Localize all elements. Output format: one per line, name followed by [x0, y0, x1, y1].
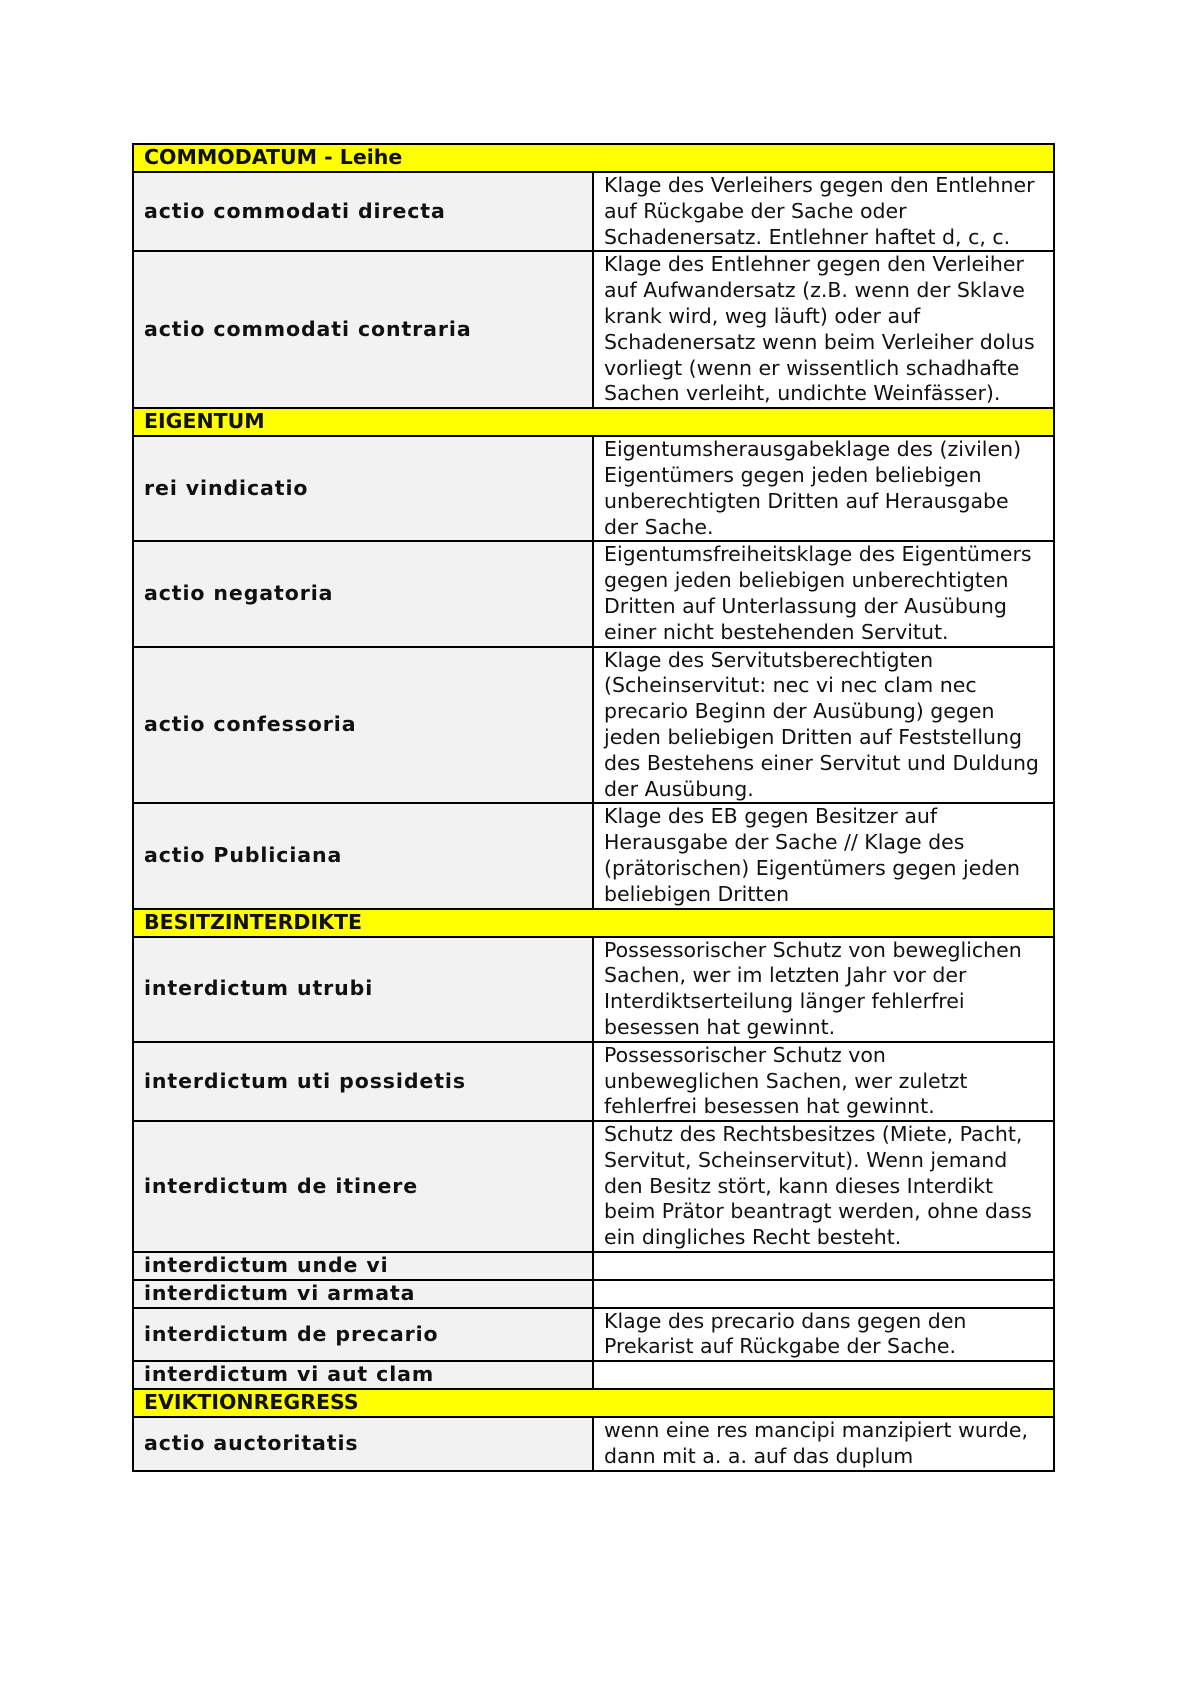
section-title-eviktionregress: EVIKTIONREGRESS: [133, 1389, 1054, 1417]
term-cell: actio commodati directa: [133, 172, 593, 251]
description-cell: Klage des Servitutsberechtigten (Scheinservitut: nec vi nec clam nec precario Beginn der Ausübung) gegen jeden beliebigen Dritten auf Feststellung des Bestehens einer Servitut und Duldung der Ausübung.: [593, 647, 1054, 804]
section-header-row: [133, 909, 1054, 937]
table-row: [133, 1252, 1054, 1280]
table-row: [133, 436, 1054, 541]
section-header-row: [133, 408, 1054, 436]
section-title-besitzinterdikte: BESITZINTERDIKTE: [133, 909, 1054, 937]
description-cell: Klage des precario dans gegen den Prekarist auf Rückgabe der Sache.: [593, 1308, 1054, 1362]
table-row: [133, 1280, 1054, 1308]
law-actions-table: [132, 143, 1055, 1472]
description-cell: [593, 1252, 1054, 1280]
table-row: [133, 1417, 1054, 1471]
description-cell: wenn eine res mancipi manzipiert wurde, dann mit a. a. auf das duplum: [593, 1417, 1054, 1471]
section-header-row: [133, 1389, 1054, 1417]
table-row: [133, 937, 1054, 1042]
description-cell: Eigentumsherausgabeklage des (zivilen) Eigentümers gegen jeden beliebigen unberechtigten Dritten auf Herausgabe der Sache.: [593, 436, 1054, 541]
term-cell: rei vindicatio: [133, 436, 593, 541]
term-cell: interdictum vi armata: [133, 1280, 593, 1308]
description-cell: Eigentumsfreiheitsklage des Eigentümers gegen jeden beliebigen unberechtigten Dritten auf Unterlassung der Ausübung einer nicht bestehenden Servitut.: [593, 541, 1054, 646]
section-header-row: [133, 144, 1054, 172]
term-cell: interdictum uti possidetis: [133, 1042, 593, 1121]
term-cell: interdictum vi aut clam: [133, 1361, 593, 1389]
term-cell: actio confessoria: [133, 647, 593, 804]
description-cell: Schutz des Rechtsbesitzes (Miete, Pacht, Servitut, Scheinservitut). Wenn jemand den Besitz stört, kann dieses Interdikt beim Prätor beantragt werden, ohne dass ein dingliches Recht besteht.: [593, 1121, 1054, 1252]
table-row: [133, 172, 1054, 251]
section-title-commodatum: COMMODATUM - Leihe: [133, 144, 1054, 172]
description-cell: [593, 1280, 1054, 1308]
description-cell: Klage des Entlehner gegen den Verleiher auf Aufwandersatz (z.B. wenn der Sklave krank wird, weg läuft) oder auf Schadenersatz wenn beim Verleiher dolus vorliegt (wenn er wissentlich schadhafte Sachen verleiht, undichte Weinfässer).: [593, 251, 1054, 408]
table-row: [133, 1308, 1054, 1362]
section-title-eigentum: EIGENTUM: [133, 408, 1054, 436]
table-row: [133, 1042, 1054, 1121]
table-row: [133, 1361, 1054, 1389]
table-row: [133, 803, 1054, 908]
term-cell: interdictum de precario: [133, 1308, 593, 1362]
term-cell: interdictum unde vi: [133, 1252, 593, 1280]
term-cell: actio commodati contraria: [133, 251, 593, 408]
description-cell: Klage des EB gegen Besitzer auf Herausgabe der Sache // Klage des (prätorischen) Eigentümers gegen jeden beliebigen Dritten: [593, 803, 1054, 908]
term-cell: actio auctoritatis: [133, 1417, 593, 1471]
table-row: [133, 647, 1054, 804]
term-cell: interdictum utrubi: [133, 937, 593, 1042]
term-cell: actio negatoria: [133, 541, 593, 646]
term-cell: interdictum de itinere: [133, 1121, 593, 1252]
table-row: [133, 541, 1054, 646]
description-cell: Possessorischer Schutz von unbeweglichen Sachen, wer zuletzt fehlerfrei besessen hat gewinnt.: [593, 1042, 1054, 1121]
term-cell: actio Publiciana: [133, 803, 593, 908]
table-row: [133, 251, 1054, 408]
description-cell: [593, 1361, 1054, 1389]
table-row: [133, 1121, 1054, 1252]
description-cell: Klage des Verleihers gegen den Entlehner auf Rückgabe der Sache oder Schadenersatz. Entlehner haftet d, c, c.: [593, 172, 1054, 251]
description-cell: Possessorischer Schutz von beweglichen Sachen, wer im letzten Jahr vor der Interdiktserteilung länger fehlerfrei besessen hat gewinnt.: [593, 937, 1054, 1042]
